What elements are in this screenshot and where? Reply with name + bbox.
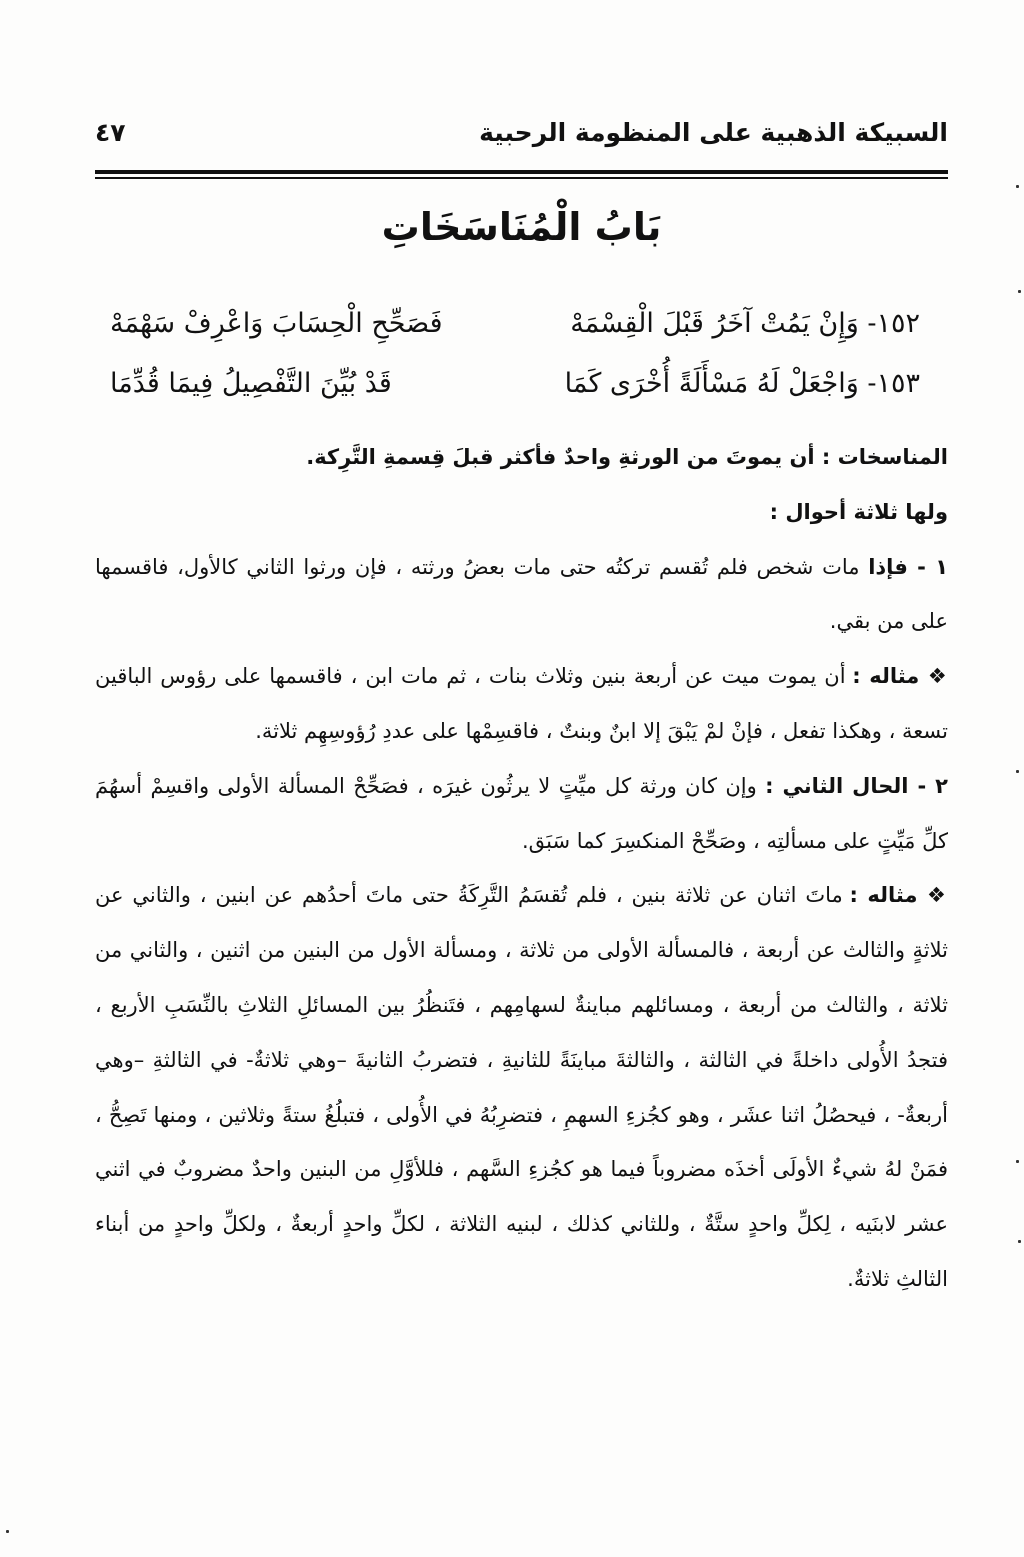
scan-speck — [1016, 1160, 1019, 1163]
first-state-label: ١ - فإذا — [868, 554, 949, 579]
verse-first-hemistich: ١٥٢- وَإِنْ يَمُتْ آخَرُ قَبْلَ الْقِسْمَهْ — [570, 308, 920, 339]
scan-speck — [1018, 1240, 1021, 1243]
page-number: ٤٧ — [95, 118, 126, 147]
header-rule-thin — [95, 177, 948, 179]
chapter-title: بَابُ الْمُنَاسَخَاتِ — [381, 205, 662, 249]
first-state-paragraph — [95, 540, 948, 650]
body-text — [95, 430, 948, 1307]
definition-label: المناسخات : — [821, 445, 948, 469]
running-header — [95, 118, 948, 158]
example-label: ❖ مثاله : — [852, 664, 948, 689]
scan-speck — [1016, 770, 1019, 773]
header-rule-thick — [95, 170, 948, 174]
verse-second-hemistich: فَصَحِّحِ الْحِسَابَ وَاعْرِفْ سَهْمَهْ — [110, 308, 443, 339]
running-header-title: السبيكة الذهبية على المنظومة الرحبية — [479, 118, 948, 147]
definition-text: أن يموتَ من الورثةِ واحدٌ فأكثر قبلَ قِسمةِ التَّرِكة. — [306, 445, 822, 469]
first-example-paragraph — [95, 649, 948, 759]
verse-second-hemistich: قَدْ بُيِّنَ التَّفْصِيلُ فِيمَا قُدِّمَا — [110, 368, 392, 399]
scan-speck — [6, 1530, 9, 1533]
states-intro: ولها ثلاثة أحوال : — [769, 499, 948, 524]
definition-paragraph — [95, 430, 948, 485]
example-label: ❖ مثاله : — [849, 883, 948, 908]
verse-first-hemistich: ١٥٣- وَاجْعَلْ لَهُ مَسْأَلَةً أُخْرَى كَمَا — [564, 368, 920, 399]
verse-153 — [110, 368, 920, 412]
first-example-text: أن يموت ميت عن أربعة بنين وثلاث بنات ، ثم مات ابن ، فاقسمها على رؤوس الباقين تسعة ، وهكذا تفعل ، فإنْ لمْ يَبْقَ إلا ابنٌ وبنتٌ ، فاقسِمْها على عددِ رُؤوسِهِم ثلاثة. — [95, 664, 948, 743]
scan-speck — [1016, 185, 1019, 188]
second-state-paragraph — [95, 759, 948, 869]
first-state-text: مات شخص فلم تُقسم تركتُه حتى مات بعضُ ورثته ، فإن ورثوا الثاني كالأول، فاقسمها على من بقي. — [95, 554, 948, 634]
verse-152 — [110, 308, 920, 352]
second-state-text: وإن كان ورثة كل ميِّتٍ لا يرثُون غيرَه ، فصَحِّحْ المسألة الأولى واقسِمْ أسهُمَ كلِّ مَيِّتٍ على مسألتِه ، وصَحِّحْ المنكسِرَ كما سَبَق. — [95, 773, 948, 853]
scan-speck — [1018, 290, 1021, 293]
second-example-text: ماتَ اثنان عن ثلاثة بنين ، فلم تُقسَمُ التَّرِكَةُ حتى ماتَ أحدُهم عن ابنين ، والثاني عن ثلاثةٍ والثالث عن أربعة ، فالمسألة الأولى من ثلاثة ، ومسألة الأول من البنين من اثنين ، والثاني من ثلاثة ، والثالث من أربعة ، ومسائلهم مباينةٌ لسهامِهم ، فتَنظُرُ بين المسائلِ الثلاثِ بالنِّسَبِ الأربع ، فتجدُ الأُولى داخلةً في الثالثة ، والثالثةَ مباينَةً للثانيةِ ، فتضربُ الثانيةَ –وهي ثلاثةٌ- في الثالثةِ –وهي أربعةٌ- ، فيحصُلُ اثنا عشَر ، وهو كجُزءِ السهمِ ، فتضرِبُهُ في الأُولى ، فتبلُغُ ستةً وثلاثين ، ومنها تَصِحُّ ، فمَنْ لهُ شيءٌ الأولَى أخذَه مضروباً فيما هو كجُزءِ السَّهم ، فللأوَّلِ من البنين واحدٌ مضروبٌ في اثني عشر لابنَيه ، لِكلِّ واحدٍ ستَّةٌ ، وللثاني كذلك ، لبنيه الثلاثة ، لكلِّ واحدٍ أربعةٌ ، ولكلِّ واحدٍ من أبناء الثالثِ ثلاثةٌ. — [95, 883, 948, 1291]
second-state-label: ٢ - الحال الثاني : — [765, 773, 948, 798]
second-example-paragraph — [95, 868, 948, 1306]
